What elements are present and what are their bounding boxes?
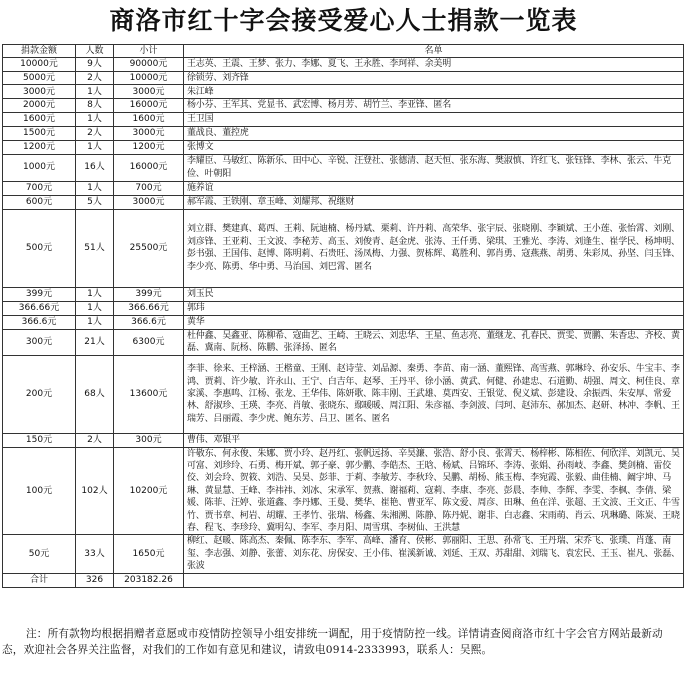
amount-cell: 399元 (3, 287, 76, 301)
amount-cell: 3000元 (3, 85, 76, 99)
names-cell: 曹伟、邓银平 (184, 433, 684, 447)
names-cell: 王志英、王震、王梦、张力、李娜、夏飞、王永胜、李珂祥、余美明 (184, 58, 684, 71)
names-cell: 郝军霞、王铁刚、章玉峰、刘耀邦、祝继财 (184, 195, 684, 209)
names-cell: 李耀臣、马敏红、陈新乐、田中心、辛锐、汪登社、张德清、赵天恒、张东海、樊淑慎、许红飞、张钰锋、李林、张云、牛克俭、叶朝阳 (184, 154, 684, 181)
subtotal-cell: 3000元 (114, 126, 184, 140)
count-cell: 8人 (76, 99, 114, 112)
subtotal-cell: 366.66元 (114, 301, 184, 315)
amount-cell: 2000元 (3, 99, 76, 112)
table-row (3, 355, 684, 433)
count-cell: 68人 (76, 355, 114, 433)
amount-cell: 366.6元 (3, 315, 76, 329)
names-cell: 徐锁劳、刘齐锋 (184, 71, 684, 84)
table-row (3, 209, 684, 287)
footer-note: 注：所有款物均根据捐赠者意愿或市疫情防控领导小组安排统一调配，用于疫情防控一线。详情请查阅商洛市红十字会官方网站最新动态，欢迎社会各界关注监督，对我们的工作如有意见和建议，请致电0914-2333993，联系人：吴熙。 (2, 628, 663, 656)
count-cell: 102人 (76, 447, 114, 535)
amount-cell: 合计 (3, 573, 76, 587)
table-row (3, 287, 684, 301)
header-subtotal: 小计 (114, 45, 184, 58)
table-row (3, 181, 684, 195)
amount-cell: 50元 (3, 535, 76, 573)
count-cell: 2人 (76, 126, 114, 140)
table-row (3, 573, 684, 587)
count-cell: 2人 (76, 71, 114, 84)
names-cell: 许敬东、何永俊、朱娜、贾小玲、赵丹红、张帆远扬、辛昊濂、张浩、舒小良、张霄天、杨梓彬、陈相佐、何欣洋、刘凯元、吴可富、刘珍玲、石勇、梅开斌、郭子豪、郭少鹏、李皓杰、王晗、杨斌、吕锦环、李涛、张娟、孙雨岐、李鑫、樊剑楠、雷佼佼、刘会玲、贺筱、刘浩、吴昊、彭菲、于莉、李敏芳、李秋玲、吴鹏、胡杨、熊玉梅、李宛霞、张毅、曲佳楠、阚宇坤、马琳、黄显慧、王峰、李祎祎、刘冰、宋承军、贺燕、谢福莉、寇莉、李康、李亮、彭晨、李帅、李辉、李雯、李枫、李倩、梁媛、陈菲、汪婷、张道鑫、李丹娜、王曼、樊华、崔艳、曹亚军、陈文爱、周彦、田琳、鱼在洋、张超、王文波、王文正、牛雪竹、贾书章、柯岩、胡耀、王孝竹、张瑞、杨鑫、朱湘溯、陈静、陈丹妮、谢非、白志鑫、宋雨萌、肖云、巩琳璐、陈炭、王晓春、程飞、李珍玲、冀明勾、李军、李月阳、周雪琪、李树仙、王洪慧 (184, 447, 684, 535)
subtotal-cell: 3000元 (114, 85, 184, 99)
count-cell: 9人 (76, 58, 114, 71)
count-cell: 1人 (76, 112, 114, 126)
table-body (3, 58, 684, 587)
subtotal-cell: 13600元 (114, 355, 184, 433)
table-row (3, 329, 684, 355)
names-cell: 郭玮 (184, 301, 684, 315)
subtotal-cell: 300元 (114, 433, 184, 447)
subtotal-cell: 366.6元 (114, 315, 184, 329)
subtotal-cell: 16000元 (114, 154, 184, 181)
subtotal-cell: 10200元 (114, 447, 184, 535)
names-cell: 董战良、董控虎 (184, 126, 684, 140)
amount-cell: 10000元 (3, 58, 76, 71)
names-cell: 刘玉民 (184, 287, 684, 301)
subtotal-cell: 6300元 (114, 329, 184, 355)
subtotal-cell: 25500元 (114, 209, 184, 287)
table-row (3, 195, 684, 209)
count-cell: 1人 (76, 85, 114, 99)
table-row (3, 85, 684, 99)
subtotal-cell: 399元 (114, 287, 184, 301)
amount-cell: 100元 (3, 447, 76, 535)
table-row (3, 126, 684, 140)
subtotal-cell: 1650元 (114, 535, 184, 573)
subtotal-cell: 700元 (114, 181, 184, 195)
amount-cell: 700元 (3, 181, 76, 195)
amount-cell: 200元 (3, 355, 76, 433)
table-row (3, 535, 684, 573)
count-cell: 2人 (76, 433, 114, 447)
table-row (3, 58, 684, 71)
header-count: 人数 (76, 45, 114, 58)
table-header-row (3, 45, 684, 58)
header-names: 名单 (184, 45, 684, 58)
amount-cell: 500元 (3, 209, 76, 287)
amount-cell: 600元 (3, 195, 76, 209)
subtotal-cell: 90000元 (114, 58, 184, 71)
names-cell: 杨小芬、王军其、党显书、武宏博、杨月芳、胡竹兰、李亚锋、匿名 (184, 99, 684, 112)
subtotal-cell: 1600元 (114, 112, 184, 126)
count-cell: 16人 (76, 154, 114, 181)
amount-cell: 1600元 (3, 112, 76, 126)
count-cell: 33人 (76, 535, 114, 573)
count-cell: 1人 (76, 287, 114, 301)
table-row (3, 140, 684, 154)
names-cell: 张博文 (184, 140, 684, 154)
count-cell: 1人 (76, 301, 114, 315)
header-amount: 捐款金额 (3, 45, 76, 58)
amount-cell: 150元 (3, 433, 76, 447)
names-cell: 刘立群、樊建真、葛西、王莉、阮迪楠、杨丹斌、栗莉、许丹莉、高荣华、张宇辰、张晓刚、李颖斌、王小莲、张怡霄、刘刚、刘彦锋、王亚莉、王文波、李秘芳、高玉、刘俊青、赵金虎、张涛、王仟勇、梁琪、王雅光、李涛、刘逢生、崔学民、杨坤明、彭书强、王国伟、赵博、陈明莉、石贵旺、汤凤梅、力强、贺栋辉、葛胜利、郭肖勇、寇燕燕、胡勇、朱彩凤、孙坚、闫玉锋、李少亮、陈勇、华中勇、马治国、刘巴霄、匿名 (184, 209, 684, 287)
table-row (3, 315, 684, 329)
subtotal-cell: 203182.26 (114, 573, 184, 587)
names-cell: 施养谊 (184, 181, 684, 195)
amount-cell: 1200元 (3, 140, 76, 154)
subtotal-cell: 10000元 (114, 71, 184, 84)
table-row (3, 71, 684, 84)
subtotal-cell: 3000元 (114, 195, 184, 209)
names-cell: 柳红、赵暖、陈高杰、秦佩、陈李东、李军、高峰、潘育、侯彬、郭丽阳、王思、孙常飞、王丹瑞、宋乔飞、张璞、肖蓬、南玺、李志强、刘静、张蕾、刘东花、房保安、王小伟、崔溪新诚、刘延、王双、苏甜甜、刘瑞飞、袁宏民、王玉、崔凡、张磊、张波 (184, 535, 684, 573)
table-row (3, 99, 684, 112)
count-cell: 1人 (76, 315, 114, 329)
table-row (3, 154, 684, 181)
names-cell: 杜仲鑫、吴鑫亚、陈柳希、寇曲艺、王崎、王晓云、刘忠华、王星、鱼志亮、董继龙、孔春民、贾雯、贾鹏、朱香忠、齐校、黄磊、冀南、阮杨、陈鹏、张泽扬、匿名 (184, 329, 684, 355)
amount-cell: 366.66元 (3, 301, 76, 315)
amount-cell: 1000元 (3, 154, 76, 181)
names-cell: 黄华 (184, 315, 684, 329)
table-row (3, 112, 684, 126)
names-cell (184, 573, 684, 587)
names-cell: 朱江峰 (184, 85, 684, 99)
table-row (3, 447, 684, 535)
amount-cell: 300元 (3, 329, 76, 355)
count-cell: 51人 (76, 209, 114, 287)
amount-cell: 5000元 (3, 71, 76, 84)
count-cell: 5人 (76, 195, 114, 209)
count-cell: 21人 (76, 329, 114, 355)
subtotal-cell: 1200元 (114, 140, 184, 154)
count-cell: 1人 (76, 140, 114, 154)
donation-table (2, 44, 684, 588)
names-cell: 王卫国 (184, 112, 684, 126)
amount-cell: 1500元 (3, 126, 76, 140)
subtotal-cell: 16000元 (114, 99, 184, 112)
table-row (3, 301, 684, 315)
count-cell: 326 (76, 573, 114, 587)
count-cell: 1人 (76, 181, 114, 195)
table-row (3, 433, 684, 447)
names-cell: 李菲、徐来、王梓涵、王楷童、王刚、赵诗莹、刘品源、秦勇、李苗、南一涵、董熙锋、高雪燕、郭琳玲、孙安乐、牛宝丰、李鸿、贾莉、许少敏、许永山、王宁、白吉年、赵琴、王丹平、徐小涵、黄武、何健、孙建忠、石道勤、胡强、周文、柯佳良、章家溪、李惠鸣、江杨、张龙、王华伟、陈妍歌、陈丰刚、王武雄、莫西安、王银觉、倪义斌、彭建设、余振西、朱安厚、常爱林、舒淑珍、王瑛、李亮、肖敏、张晓东、鄢暖暖、周江阳、朱彦福、李剑波、闫珂、赵沛东、郝加杰、赵研、林冲、李帆、王瑞芳、吕丽霞、李少虎、鲍东芳、吕卫、匿名、匿名 (184, 355, 684, 433)
page-title: 商洛市红十字会接受爱心人士捐款一览表 (109, 6, 578, 35)
